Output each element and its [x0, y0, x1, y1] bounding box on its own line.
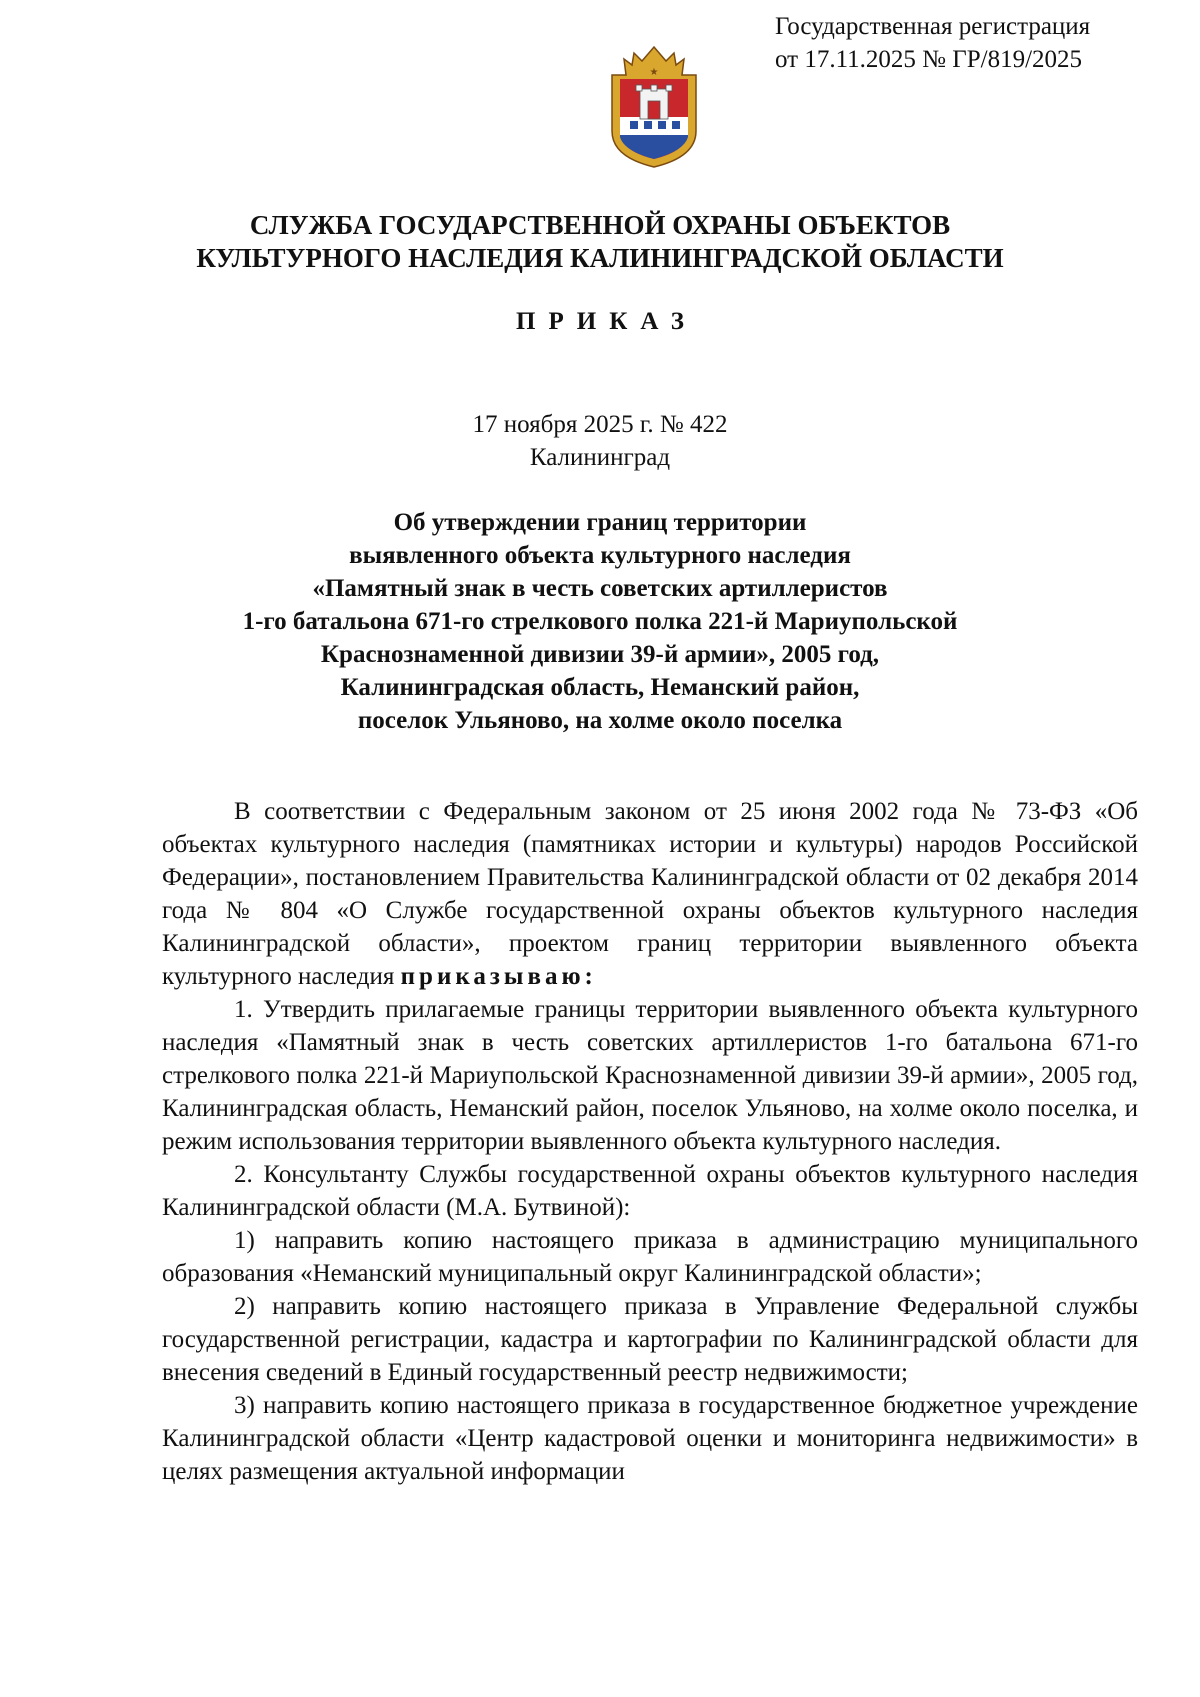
subitem-3: 3) направить копию настоящего приказа в государственное бюджетное учреждение Калининградской области «Центр кадастровой оценки и мониторинга недвижимости» в целях размещения актуальной информации: [162, 1392, 1138, 1485]
svg-text:★: ★: [649, 67, 659, 78]
order-word: приказываю:: [400, 963, 597, 990]
registration-stamp: [775, 10, 1090, 76]
organization-line-1: СЛУЖБА ГОСУДАРСТВЕННОЙ ОХРАНЫ ОБЪЕКТОВ: [249, 210, 951, 240]
item-2: 2. Консультанту Службы государственной охраны объектов культурного наследия Калининградской области (М.А. Бутвиной):: [162, 1161, 1138, 1221]
subject-line: 1-го батальона 671-го стрелкового полка 221-й Мариупольской: [242, 608, 958, 635]
date-block: [0, 408, 1200, 474]
subject-line: Калининградская область, Неманский район,: [340, 674, 860, 701]
subject-line: «Памятный знак в честь советских артиллеристов: [312, 575, 888, 602]
subitem-1: 1) направить копию настоящего приказа в администрацию муниципального образования «Неманский муниципальный округ Калининградской области»;: [162, 1227, 1138, 1287]
subject-line: Краснознаменной дивизии 39-й армии», 2005 год,: [320, 641, 880, 668]
registration-line-1: Государственная регистрация: [775, 13, 1091, 40]
date-number: 17 ноября 2025 г. № 422: [472, 411, 728, 438]
organization-line-2: КУЛЬТУРНОГО НАСЛЕДИЯ КАЛИНИНГРАДСКОЙ ОБЛАСТИ: [196, 243, 1004, 273]
item-1: 1. Утвердить прилагаемые границы территории выявленного объекта культурного наследия «Памятный знак в честь советских артиллеристов 1-го батальона 671-го стрелкового полка 221-й Мариупольской Краснознаменной дивизии 39-й армии», 2005 год, Калининградская область, Неманский район, поселок Ульяново, на холме около поселка, и режим использования территории выявленного объекта культурного наследия.: [162, 996, 1138, 1155]
subitem-2: 2) направить копию настоящего приказа в Управление Федеральной службы государственной регистрации, кадастра и картографии по Калининградской области для внесения сведений в Единый государственный реестр недвижимости;: [162, 1293, 1138, 1386]
document-type: ПРИКАЗ: [516, 308, 697, 335]
registration-line-2: от 17.11.2025 № ГР/819/2025: [775, 46, 1083, 73]
city: Калининград: [529, 444, 671, 471]
subject-line: выявленного объекта культурного наследия: [349, 542, 851, 569]
organization-name: [120, 209, 1080, 275]
kaliningrad-coat-of-arms-icon: [606, 45, 702, 169]
subject-title: [150, 506, 1050, 737]
subject-line: Об утверждении границ территории: [393, 509, 807, 536]
preamble-text: В соответствии с Федеральным законом от 25 июня 2002 года № 73-ФЗ «Об объектах культурного наследия (памятниках истории и культуры) народов Российской Федерации», постановлением Правительства Калининградской области от 02 декабря 2014 года № 804 «О Службе государственной охраны объектов культурного наследия Калининградской области», проектом границ территории выявленного объекта культурного наследия: [162, 798, 1138, 990]
subject-line: поселок Ульяново, на холме около поселка: [357, 707, 843, 734]
order-body: [162, 795, 1138, 1488]
preamble-paragraph: [162, 795, 1138, 993]
